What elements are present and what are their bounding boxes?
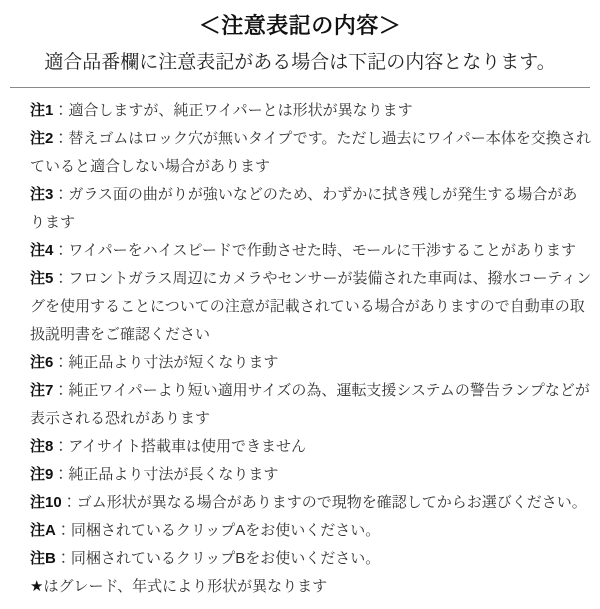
note-label: 注A	[30, 522, 56, 539]
note-separator: ：	[53, 466, 69, 483]
note-separator: ：	[53, 102, 69, 119]
notes-list	[0, 97, 600, 601]
note-row-8	[30, 433, 592, 461]
note-text: フロントガラス周辺にカメラやセンサーが装備された車両は、撥水コーティングを使用することについての注意が記載されている場合がありますので自動車の取扱説明書をご確認ください	[30, 270, 592, 343]
divider	[10, 87, 590, 88]
star-icon: ★	[30, 578, 44, 595]
note-label: 注2	[30, 130, 54, 147]
note-label: 注4	[30, 242, 54, 259]
note-label: 注3	[30, 186, 54, 203]
note-separator: ：	[55, 522, 71, 539]
note-row-2	[30, 125, 592, 181]
note-separator: ：	[55, 550, 71, 567]
note-text: 替えゴムはロック穴が無いタイプです。ただし過去にワイパー本体を交換されていると適合しない場合があります	[30, 130, 591, 175]
note-text: 適合しますが、純正ワイパーとは形状が異なります	[68, 102, 413, 119]
note-label: 注8	[30, 438, 54, 455]
note-row-5	[30, 265, 592, 349]
note-separator: ：	[53, 242, 69, 259]
note-label: 注B	[30, 550, 56, 567]
note-row-6	[30, 349, 592, 377]
note-separator: ：	[53, 354, 69, 371]
note-text: ガラス面の曲がりが強いなどのため、わずかに拭き残しが発生する場合があります	[30, 186, 578, 231]
note-separator: ：	[53, 270, 69, 287]
note-label: 注9	[30, 466, 54, 483]
note-text: 純正ワイパーより短い適用サイズの為、運転支援システムの警告ランプなどが表示される恐れがあります	[30, 382, 590, 427]
note-row-4	[30, 237, 592, 265]
note-label: 注7	[30, 382, 54, 399]
note-row-b	[30, 545, 592, 573]
note-row-9	[30, 461, 592, 489]
note-text: 純正品より寸法が短くなります	[68, 354, 279, 371]
note-text: ゴム形状が異なる場合がありますので現物を確認してからお選びください。	[76, 494, 587, 511]
note-separator: ：	[53, 130, 69, 147]
note-label: 注10	[30, 494, 62, 511]
footnote	[30, 573, 592, 601]
note-text: 同梱されているクリップAをお使いください。	[70, 522, 381, 539]
note-separator: ：	[61, 494, 77, 511]
note-separator: ：	[53, 186, 69, 203]
caution-notice-document	[0, 9, 600, 609]
note-row-3	[30, 181, 592, 237]
note-text: アイサイト搭載車は使用できません	[68, 438, 306, 455]
page-subtitle: 適合品番欄に注意表記がある場合は下記の内容となります。	[44, 52, 556, 73]
note-separator: ：	[53, 438, 69, 455]
note-row-a	[30, 517, 592, 545]
note-label: 注6	[30, 354, 54, 371]
footnote-text: はグレード、年式により形状が異なります	[43, 578, 328, 595]
note-text: 純正品より寸法が長くなります	[68, 466, 279, 483]
note-text: ワイパーをハイスピードで作動させた時、モールに干渉することがあります	[68, 242, 576, 259]
note-separator: ：	[53, 382, 69, 399]
note-row-1	[30, 97, 592, 125]
note-text: 同梱されているクリップBをお使いください。	[70, 550, 381, 567]
note-row-10	[30, 489, 592, 517]
note-label: 注5	[30, 270, 54, 287]
page-title: ＜注意表記の内容＞	[198, 13, 402, 38]
note-row-7	[30, 377, 592, 433]
note-label: 注1	[30, 102, 54, 119]
